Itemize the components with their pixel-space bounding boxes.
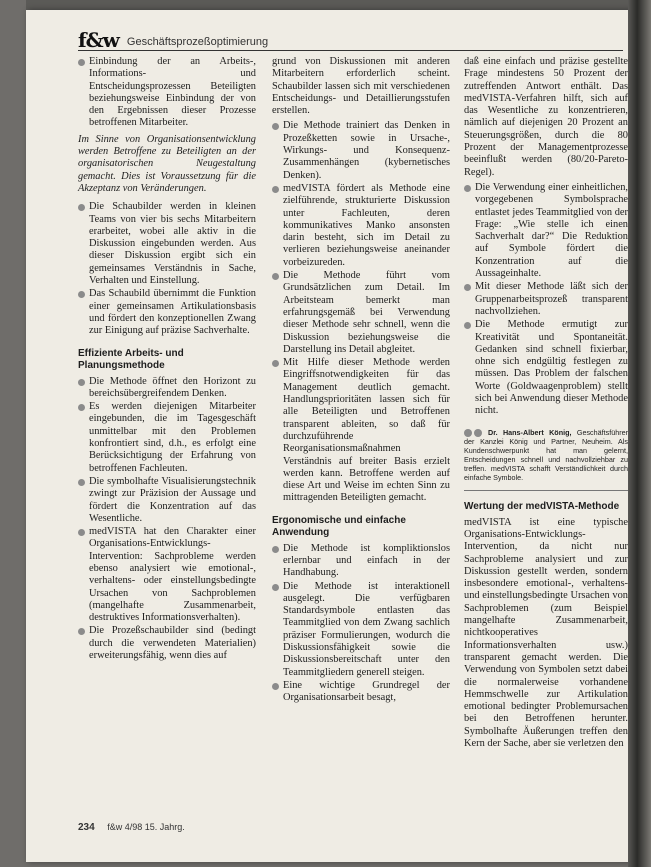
bullet-item: Das Schaubild übernimmt die Funktion einer gemeinsamen Artikulationsbasis und fördert den konzeptionellen Zwang zur Einigung auf präzise Sachverhalte. bbox=[78, 288, 256, 337]
journal-logo: f&w bbox=[78, 28, 119, 52]
author-name: Dr. Hans-Albert König, bbox=[488, 427, 572, 437]
column-1 bbox=[78, 56, 256, 663]
book-spine bbox=[628, 0, 651, 867]
issue-info: f&w 4/98 15. Jahrg. bbox=[107, 822, 185, 832]
bio-bullet-icon bbox=[464, 428, 484, 437]
bullet-item: medVISTA hat den Charakter einer Organisations-Entwicklungs-Intervention: Sachprobleme werden ebenso analysiert wie emotional-, verhaltens- oder einstellungsbedingte Ursachen von Sachproblemen (mangelhafte Zusammenarbeit, destruktives Informationsverhalten). bbox=[78, 526, 256, 624]
author-bio bbox=[464, 428, 628, 491]
bullet-item: medVISTA fördert als Methode eine zielführende, strukturierte Diskussion unter Fachleuten, deren kommunikatives Manko ansonsten darin besteht, sich im Detail zu verlieren beziehungsweise aneinander vorbeizureden. bbox=[272, 183, 450, 269]
paragraph: grund von Diskussionen mit anderen Mitarbeitern erforderlich scheint. Schaubilder lassen sich mit verschiedenen Entscheidungs- und Detaillierungsstufen erstellen. bbox=[272, 56, 450, 117]
bullet-item: Es werden diejenigen Mitarbeiter eingebunden, die im Tagesgeschäft unmittelbar mit den Problemen konfrontiert sind, d.h., es erfolgt eine Berücksichtigung der Erfahrung von betroffenen Fachleuten. bbox=[78, 401, 256, 475]
bullet-item: Die Methode ist kompliktionslos erlernbar und einfach in der Handhabung. bbox=[272, 543, 450, 580]
italic-statement: Im Sinne von Organisationsentwicklung werden Betroffene zu Beteiligten an der organisatorischen Neugestaltung gemacht. Dies ist Voraussetzung für die Akzeptanz von Veränderungen. bbox=[78, 133, 256, 194]
author-description: Geschäftsführer der Kanzlei König und Partner, Neuheim. Als Kundenschwerpunkt hat man gelernt, Entscheidungen schnell und nachvollziehbar zu treffen. medVISTA schafft Verständlichkeit durch einfache Symbole. bbox=[464, 427, 629, 482]
bullet-item: Mit Hilfe dieser Methode werden Eingriffsnotwendigkeiten für das Management deutlich gemacht. Handlungsprioritäten lassen sich für alle Beteiligten und Betroffenen transparent ableiten, so daß für durchzuführende Reorganisationsmaßnahmen Verständnis auf breiter Basis erzielt werden kann. Betroffene werden auf diese Art und Weise im echten Sinn zu mittragenden Beteiligten gemacht. bbox=[272, 357, 450, 505]
running-title: Geschäftsprozeßoptimierung bbox=[126, 36, 269, 48]
page-footer bbox=[78, 822, 185, 833]
bullet-item: Einbindung der an Arbeits-, Informations- und Entscheidungsprozessen Beteiligten beziehungsweise Einbindung der von den Ergebnissen dieser Prozesse betroffenen Mitarbeiter. bbox=[78, 56, 256, 130]
column-3 bbox=[464, 56, 628, 753]
section-heading: Effiziente Arbeits- und Planungsmethode bbox=[78, 347, 184, 371]
paragraph: daß eine einfach und präzise gestellte Frage mindestens 50 Prozent der zutreffenden Antwort enthält. Das medVISTA-Verfahren hilft, sich auf das Wesentliche zu konzentrieren, nämlich auf diejenigen 20 Prozent an Steuerungsgrößen, durch die 80 Prozent der Managementprozesse beeinflußt werden (80/20-Pareto-Regel). bbox=[464, 56, 628, 178]
bullet-item: Die symbolhafte Visualisierungstechnik zwingt zur Präzision der Aussage und fördert die Konzentration auf das Wesentliche. bbox=[78, 476, 256, 525]
bullet-item: Die Verwendung einer einheitlichen, vorgegebenen Symbolsprache entlastet jedes Teammitglied von der Frage: „Wie stelle ich einen Sachverhalt dar?“ Die Reduktion auf Symbole fördert die Konzentration auf die Aussageinhalte. bbox=[464, 182, 628, 280]
page-number: 234 bbox=[78, 822, 95, 833]
bullet-item: Die Methode öffnet den Horizont zu bereichsübergreifendem Denken. bbox=[78, 376, 256, 401]
column-2 bbox=[272, 56, 450, 706]
bullet-item: Die Methode ist interaktionell ausgelegt. Die verfügbaren Standardsymbole entlasten das Teammitglied von dem Zwang sachlich präziser Formulierungen, wodurch die Diskussionsfähigkeit sowie die Diskussionsbereitschaft unter den Teammitgliedern generell steigen. bbox=[272, 581, 450, 679]
bullet-item: Die Prozeßschaubilder sind (bedingt durch die verwendeten Materialien) erweiterungsfähig, wenn dies auf bbox=[78, 625, 256, 662]
bullet-item: Eine wichtige Grundregel der Organisationsarbeit besagt, bbox=[272, 680, 450, 705]
bullet-item: Die Methode trainiert das Denken in Prozeßketten sowie in Ursache-, Wirkungs- und Konsequenz-Zusammenhängen (kybernetisches Denken). bbox=[272, 120, 450, 181]
bullet-item: Die Methode ermutigt zur Kreativität und Spontaneität. Gedanken sind schnell fixierbar, ohne sich endgültig festlegen zu müssen. Das Problem der falschen Worte (Goldwaagenproblem) stellt sich bei Anwendung dieser Methode nicht. bbox=[464, 319, 628, 417]
paragraph: medVISTA ist eine typische Organisations-Entwicklungs-Intervention, da nicht nur Sachprobleme analysiert und zur Diskussion gestellt werden, sondern insbesondere emotional-, verhaltens- und einstellungsbedingte Ursachen von Sachproblemen (zum Beispiel mangelhafte Zusammenarbeit, nichtkooperatives Informationsverhalten usw.) transparent gemacht werden. Die Verwendung von Symbolen setzt dabei die normalerweise vorhandene Hemmschwelle zur Artikulation emotional bedingter Problemursachen bei den Betroffenen herunter. Symbolhafte Äußerungen treffen den Kern der Sache, aber sie verletzen den bbox=[464, 516, 628, 750]
section-heading: Wertung der medVISTA-Methode bbox=[464, 500, 620, 512]
bullet-item: Die Methode führt vom Grundsätzlichen zum Detail. Im Arbeitsteam bemerkt man erfahrungsgemäß bei Verwendung dieser Methode sehr schnell, wenn die Diskussion beziehungsweise die Darstellung ins Detail abgleitet. bbox=[272, 270, 450, 356]
running-header bbox=[78, 26, 623, 51]
bullet-item: Mit dieser Methode läßt sich der Gruppenarbeitsprozeß transparent nachvollziehen. bbox=[464, 281, 628, 318]
bullet-item: Die Schaubilder werden in kleinen Teams von vier bis sechs Mitarbeitern erarbeitet, wobei alle aktiv in die Diskussion eingebunden werden. Aus dieser Diskussion ergibt sich ein gemeinsames Verständnis in Sache, Verhalten und Einstellung. bbox=[78, 201, 256, 287]
section-heading: Ergonomische und einfache Anwendung bbox=[272, 514, 406, 538]
page-top-edge bbox=[26, 0, 631, 10]
